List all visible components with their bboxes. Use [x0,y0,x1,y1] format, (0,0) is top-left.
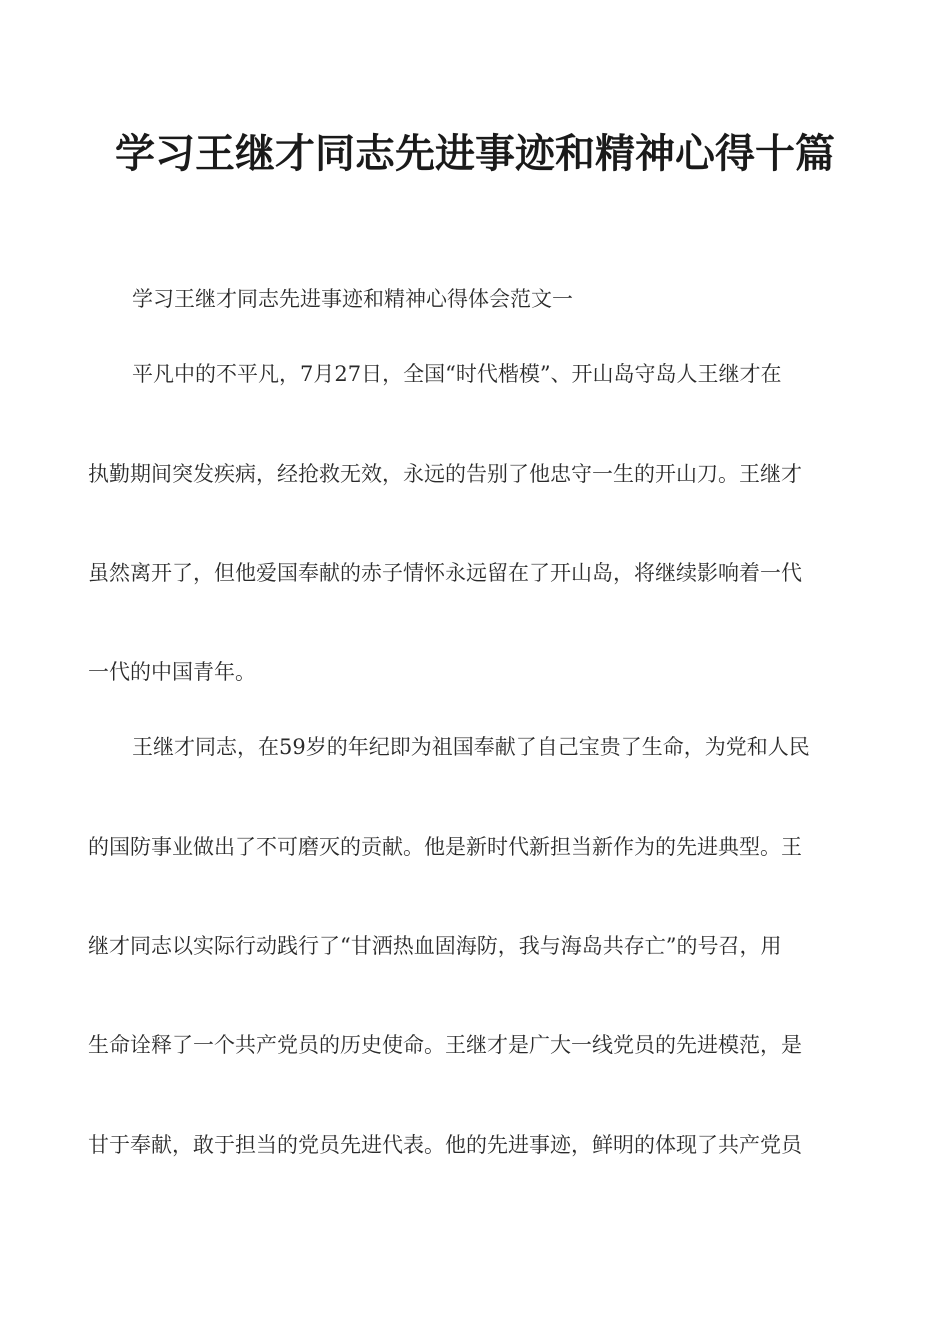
paragraph-line: 一代的中国青年。 [88,660,256,684]
paragraph-line: 生命诠释了一个共产党员的历史使命。王继才是广大一线党员的先进模范，是 [88,1033,802,1057]
paragraph-line: 的国防事业做出了不可磨灭的贡献。他是新时代新担当新作为的先进典型。王 [88,835,802,859]
section-heading: 学习王继才同志先进事迹和精神心得体会范文一 [132,287,573,311]
paragraph-line: 甘于奉献，敢于担当的党员先进代表。他的先进事迹，鲜明的体现了共产党员 [88,1133,802,1157]
paragraph-line: 继才同志以实际行动践行了“甘洒热血固海防，我与海岛共存亡”的号召，用 [88,934,782,958]
paragraph-line: 执勤期间突发疾病，经抢救无效，永远的告别了他忠守一生的开山刀。王继才 [88,462,802,486]
paragraph-line: 虽然离开了，但他爱国奉献的赤子情怀永远留在了开山岛，将继续影响着一代 [88,561,802,585]
paragraph-line: 王继才同志，在59岁的年纪即为祖国奉献了自己宝贵了生命，为党和人民 [132,735,810,759]
paragraph-line: 平凡中的不平凡，7月27日，全国“时代楷模”、开山岛守岛人王继才在 [132,362,782,386]
document-title: 学习王继才同志先进事迹和精神心得十篇 [115,131,835,177]
